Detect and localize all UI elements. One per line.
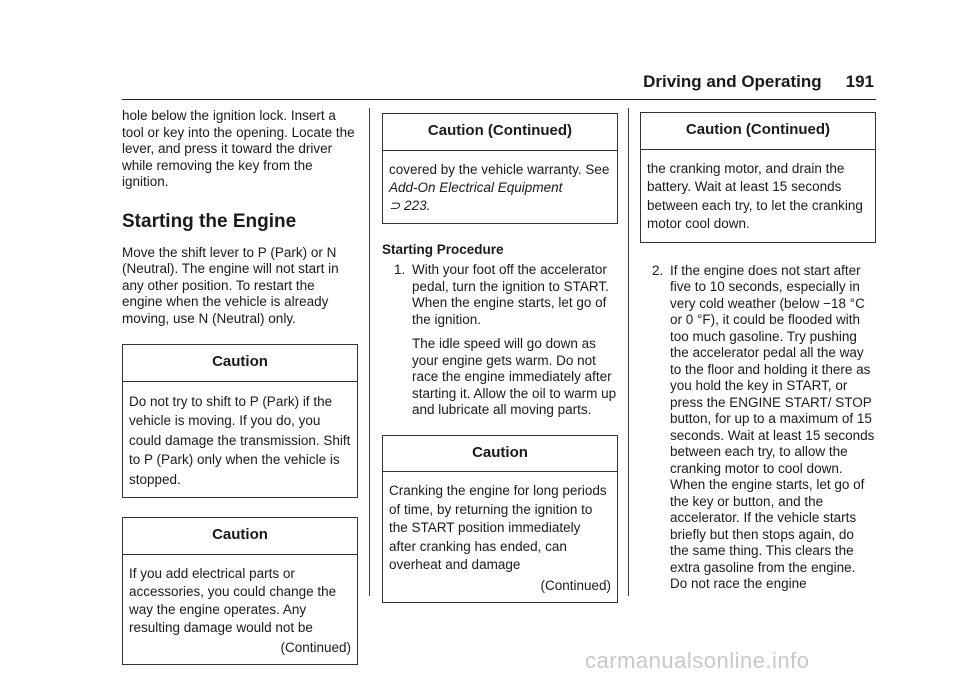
caution-body: Cranking the engine for long periods of time, by returning the ignition to the START position immediately after cranking has ended, can overheat and damage xyxy=(389,483,607,572)
step-number: 1. xyxy=(394,262,406,277)
body-paragraph: Move the shift lever to P (Park) or N (Neutral). The engine will not start in any other position. To restart the engine when the vehicle is already moving, use N (Neutral) only. xyxy=(122,244,339,326)
continued-label: (Continued) xyxy=(280,639,351,655)
step-text: With your foot off the accelerator pedal, turn the ignition to START. When the engine starts, let go of the ignition. xyxy=(412,262,609,327)
subsection-heading: Starting Procedure xyxy=(382,241,504,257)
caution-box xyxy=(122,344,358,498)
continued-label: (Continued) xyxy=(540,577,611,593)
caution-box xyxy=(382,435,618,603)
caution-title: Caution xyxy=(383,436,617,473)
caution-content xyxy=(123,555,357,664)
list-item xyxy=(382,262,618,328)
cross-reference-link[interactable]: Add-On Electrical Equipment xyxy=(389,179,563,195)
header-rule xyxy=(122,99,876,100)
list-item xyxy=(640,263,876,593)
intro-paragraph: hole below the ignition lock. Insert a tool or key into the opening. Locate the lever, and press it toward the driver while removing the key from the ignition. xyxy=(122,108,355,189)
caution-title: Caution xyxy=(123,518,357,555)
caution-box xyxy=(122,517,358,665)
section-title: Starting the Engine xyxy=(122,210,297,232)
caution-body: the cranking motor, and drain the battery. Wait at least 15 seconds between each try, to let the cranking motor cool down. xyxy=(647,160,863,231)
column-divider xyxy=(369,108,370,596)
section-name: Driving and Operating xyxy=(643,72,822,91)
caution-content xyxy=(383,151,617,223)
watermark: carmanualsonline.info xyxy=(585,648,810,673)
step-note: The idle speed will go down as your engine gets warm. Do not race the engine immediately after starting it. Allow the oil to warm up and lubricate all moving parts. xyxy=(412,336,617,417)
caution-body: Do not try to shift to P (Park) if the vehicle is moving. If you do, you could damage the transmission. Shift to P (Park) only when the vehicle is stopped. xyxy=(129,393,351,487)
column-divider xyxy=(628,108,629,596)
caution-box xyxy=(640,112,876,243)
caution-title: Caution (Continued) xyxy=(383,114,617,151)
step-number: 2. xyxy=(652,262,664,278)
page-reference[interactable]: ⊃ 223. xyxy=(389,197,431,213)
page-number: 191 xyxy=(845,72,874,91)
caution-title: Caution xyxy=(123,345,357,382)
caution-body: If you add electrical parts or accessories, you could change the way the engine operates. Any resulting damage would not be xyxy=(129,565,337,635)
caution-box xyxy=(382,113,618,224)
column-3 xyxy=(640,108,876,593)
caution-body: covered by the vehicle warranty. See xyxy=(389,161,610,177)
caution-title: Caution (Continued) xyxy=(641,113,875,150)
caution-content xyxy=(383,472,617,602)
column-2 xyxy=(382,108,618,603)
column-1 xyxy=(122,108,358,665)
page-header xyxy=(643,72,874,92)
step-text: If the engine does not start after five to 10 seconds, especially in very cold weather (below −18 °C or 0 °F), it could be flooded with too much gasoline. Try pushing the accelerator pedal all the way to the floor and holding it there as you hold the key in START, or press the ENGINE START/ STOP button, for up to a maximum of 15 seconds. Wait at least 15 seconds between each try, to allow the cranking motor to cool down. When the engine starts, let go of the key or button, and the accelerator. If the vehicle starts briefly but then stops again, do the same thing. This clears the extra gasoline from the engine. Do not race the engine xyxy=(670,262,875,591)
